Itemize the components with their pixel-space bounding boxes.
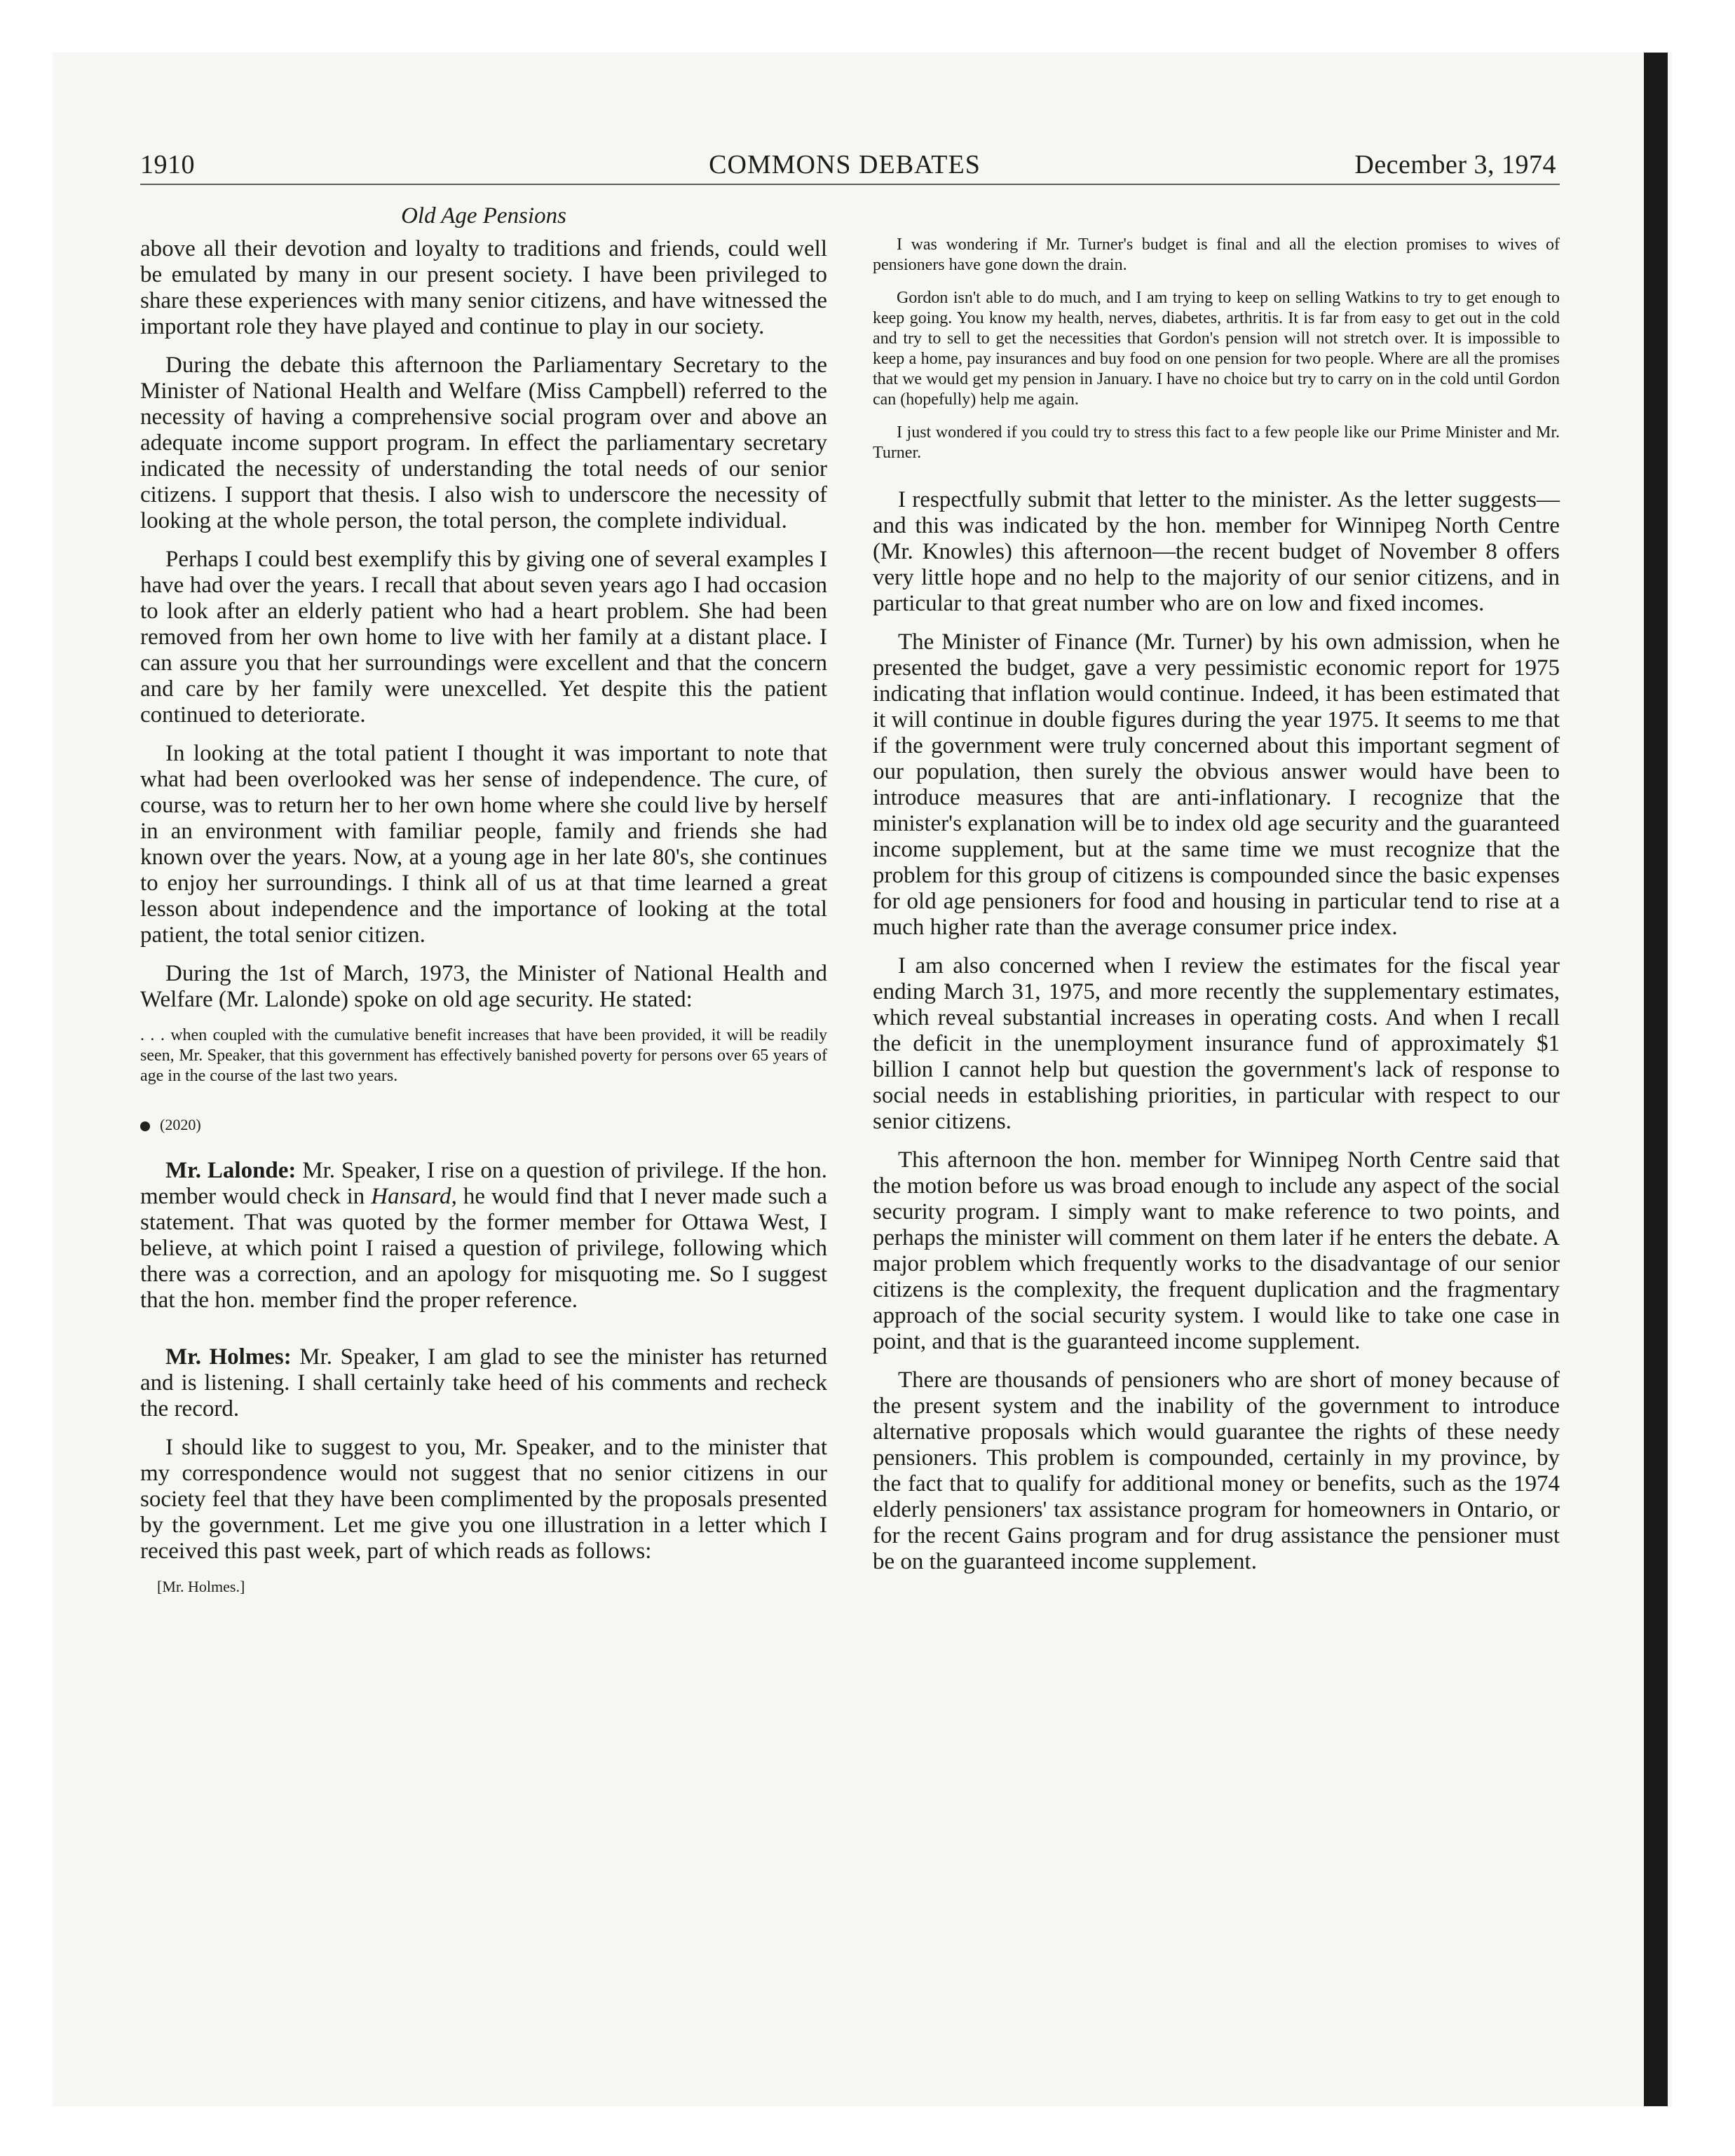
speech-lalonde xyxy=(140,1158,827,1314)
time-marker xyxy=(140,1116,827,1134)
publication-title: COMMONS DEBATES xyxy=(709,150,981,179)
letter-quote: I was wondering if Mr. Turner's budget is final and all the election promises to wives of pensioners have gone down the drain. xyxy=(873,236,1560,274)
paragraph: I respectfully submit that letter to the minister. As the letter suggests—and this was indicated by the hon. member for Winnipeg North Centre (Mr. Knowles) this afternoon—the recent budget of November 8 offers very little hope and no help to the majority of our senior citizens, and in particular to that great number who are on low and fixed incomes. xyxy=(873,487,1560,616)
speech-text: , he would find that I never made such a statement. That was quoted by the former member for Ottawa West, I believe, at which point I raised a question of privilege, following which there was a correction, and an apology for misquoting me. So I suggest that the hon. member find the proper reference. xyxy=(140,1184,828,1313)
paragraph: I am also concerned when I review the estimates for the fiscal year ending March 31, 1975, and more recently the supplementary estimates, which reveal substantial increases in operating costs. And when I recall the deficit in the unemployment insurance fund of approximately $1 billion I cannot help but question the government's lack of response to social needs in establishing priorities, in particular with respect to our senior citizens. xyxy=(873,953,1560,1134)
paragraph: I should like to suggest to you, Mr. Speaker, and to the minister that my correspondence would not suggest that no senior citizens in our society feel that they have been complimented by the proposals presented by the government. Let me give you one illustration in a letter which I received this past week, part of which reads as follows: xyxy=(140,1435,827,1564)
paragraph: This afternoon the hon. member for Winnipeg North Centre said that the motion before us was broad enough to include any aspect of the social security program. I simply want to make reference to two points, and perhaps the minister will comment on them later if he enters the debate. A major problem which frequently works to the disadvantage of our senior citizens is the complexity, the frequent duplication and the fragmentary approach of the social security system. I would like to take one case in point, and that is the guaranteed income supplement. xyxy=(873,1147,1560,1354)
speaker-caption: [Mr. Holmes.] xyxy=(157,1578,245,1595)
block-quote: . . . when coupled with the cumulative benefit increases that have been provided, it will be readily seen, Mr. Speaker, that this government has effectively banished poverty for persons over 65 years of age in the course of the last two years. xyxy=(140,1026,827,1085)
paragraph: The Minister of Finance (Mr. Turner) by his own admission, when he presented the budget, gave a very pessimistic economic report for 1975 indicating that inflation would continue. Indeed, it has been estimated that it will continue in double figures during the year 1975. It seems to me that if the government were truly concerned about this important segment of our population, then surely the obvious answer would have been to introduce measures that are anti-inflationary. I recognize that the minister's explanation will be to index old age security and the guaranteed income supplement, but at the same time we must recognize that the problem for this group of citizens is compounded since the basic expenses for old age pensioners for food and housing in particular tend to rise at a much higher rate than the average consumer price index. xyxy=(873,629,1560,940)
speech-holmes xyxy=(140,1344,827,1422)
left-column xyxy=(140,203,827,1597)
right-column xyxy=(873,235,1560,1588)
paragraph: There are thousands of pensioners who are short of money because of the present system and the inability of the government to introduce alternative proposals which would guarantee the rights of these needy pensioners. This problem is compounded, certainly in my province, by the fact that to qualify for additional money or benefits, such as the 1974 elderly pensioners' tax assistance program for homeowners in Ontario, or for the recent Gains program and for drug assistance the pensioner must be on the guaranteed income supplement. xyxy=(873,1367,1560,1574)
letter-quote: I just wondered if you could try to stress this fact to a few people like our Prime Minister and Mr. Turner. xyxy=(873,423,1560,462)
speech-text: Mr. Speaker, I am glad to see the minister has returned and is listening. I shall certainly take heed of his comments and recheck the record. xyxy=(140,1344,828,1421)
page-number: 1910 xyxy=(140,150,195,179)
speech-text: Mr. Speaker, I rise on a question of privilege. If the hon. member would check in xyxy=(140,1158,827,1209)
header-rule xyxy=(140,184,1560,185)
italic-reference: Hansard xyxy=(371,1184,451,1209)
paragraph: In looking at the total patient I thought it was important to note that what had been overlooked was her sense of independence. The cure, of course, was to return her to her own home where she could live by herself in an environment with familiar people, family and friends she had known over the years. Now, at a young age in her late 80's, she continues to enjoy her surroundings. I think all of us at that time learned a great lesson about independence and the importance of looking at the total patient, the total senior citizen. xyxy=(140,741,827,948)
letter-quote: Gordon isn't able to do much, and I am trying to keep on selling Watkins to try to get enough to keep going. You know my health, nerves, diabetes, arthritis. It is far from easy to get out in the cold and try to sell to get the necessities that Gordon's pension will not stretch over. It is impossible to keep a home, pay insurances and buy food on one pension for two people. Where are all the promises that we would get my pension in January. I have no choice but try to carry on in the cold until Gordon can (hopefully) help me again. xyxy=(873,289,1560,409)
scan-edge-shadow xyxy=(1644,53,1668,2106)
paragraph: During the 1st of March, 1973, the Minister of National Health and Welfare (Mr. Lalonde) spoke on old age security. He stated: xyxy=(140,961,827,1012)
speaker-name: Mr. Holmes: xyxy=(165,1344,292,1370)
section-heading: Old Age Pensions xyxy=(401,203,566,228)
paragraph: During the debate this afternoon the Parliamentary Secretary to the Minister of National Health and Welfare (Miss Campbell) referred to the necessity of having a comprehensive social program over and above an adequate income support program. In effect the parliamentary secretary indicated the necessity of understanding the total needs of our senior citizens. I support that thesis. I also wish to underscore the necessity of looking at the whole person, the total person, the complete individual. xyxy=(140,353,827,533)
publication-date: December 3, 1974 xyxy=(1354,150,1556,179)
time-marker-text: (2020) xyxy=(160,1116,201,1133)
paragraph: above all their devotion and loyalty to traditions and friends, could well be emulated by many in our present society. I have been privileged to share these experiences with many senior citizens, and have witnessed the important role they have played and continue to play in our society. xyxy=(140,236,827,339)
bullet-icon xyxy=(140,1121,150,1131)
paragraph: Perhaps I could best exemplify this by giving one of several examples I have had over the years. I recall that about seven years ago I had occasion to look after an elderly patient who had a heart problem. She had been removed from her own home to live with her family at a distant place. I can assure you that her surroundings were excellent and that the concern and care by her family were unexcelled. Yet despite this the patient continued to deteriorate. xyxy=(140,547,827,728)
speaker-name: Mr. Lalonde: xyxy=(165,1158,297,1183)
page-header xyxy=(133,144,1556,184)
